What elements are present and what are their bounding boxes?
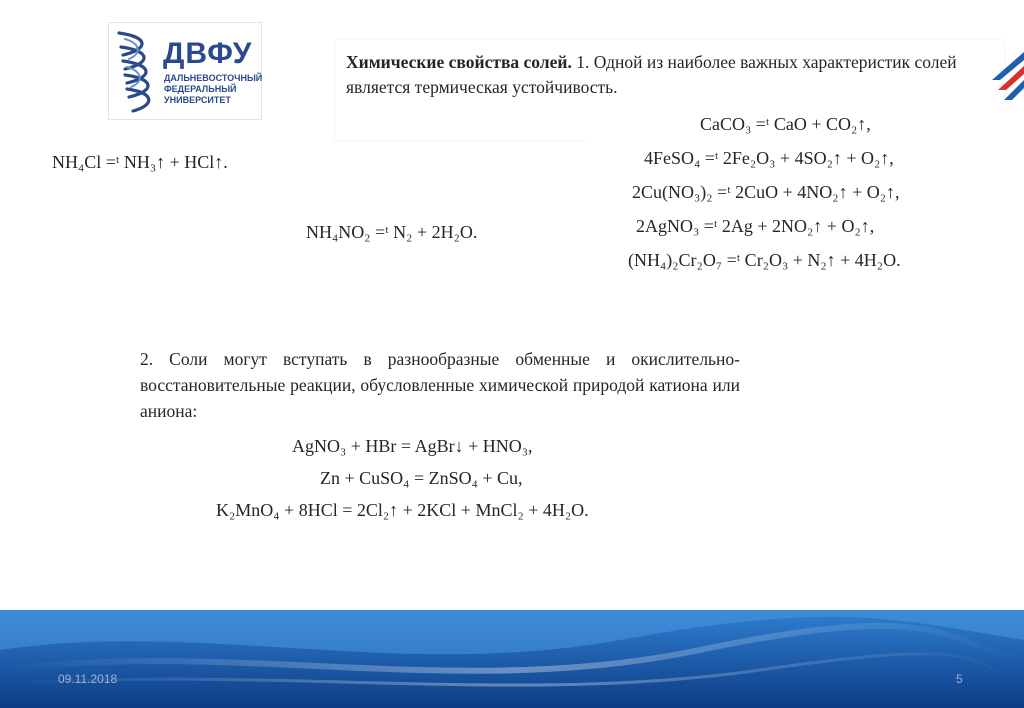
equation-agno3: 2AgNO₃ =ᵗ 2Ag + 2NO₂↑ + O₂↑, [636,216,875,236]
university-logo [108,22,262,120]
equation-agbr: AgNO₃ + HBr = AgBr↓ + HNO₃, [292,436,533,456]
logo-line-1: ДАЛЬНЕВОСТОЧНЫЙ [164,73,263,83]
equation-nh4no2: NH₄NO₂ =ᵗ N₂ + 2H₂O. [306,222,478,242]
logo-line-3: УНИВЕРСИТЕТ [164,95,231,105]
equation-feso4: 4FeSO₄ =ᵗ 2Fe₂O₃ + 4SO₂↑ + O₂↑, [644,148,894,168]
heading-text [346,50,996,100]
equation-zn-cuso4: Zn + CuSO₄ = ZnSO₄ + Cu, [320,468,523,488]
paragraph-reactions: 2. Соли могут вступать в разнообразные обменные и окислительно-восстановительные реакции, обусловленные химической природой катиона или аниона: [140,349,740,421]
footer-page-number: 5 [956,672,963,686]
heading-rest: 1. Одной из наиболее важных характеристик солей является термическая устойчивость. [346,52,957,97]
heading-bold: Химические свойства солей. [346,52,572,72]
equation-dichromate: (NH₄)₂Cr₂O₇ =ᵗ Cr₂O₃ + N₂↑ + 4H₂O. [628,250,901,270]
equation-k2mno4: K₂MnO₄ + 8HCl = 2Cl₂↑ + 2KCl + MnCl₂ + 4H₂O. [216,500,589,520]
footer-date: 09.11.2018 [58,672,118,686]
equation-cu-no3: 2Cu(NO₃)₂ =ᵗ 2CuO + 4NO₂↑ + O₂↑, [632,182,900,202]
corner-stripes-icon [984,40,1024,110]
equation-nh4cl: NH₄Cl =ᵗ NH₃↑ + HCl↑. [52,152,228,172]
thermal-decomposition-equations [588,108,1008,292]
footer-wave-band [0,610,1024,708]
equation-caco3: CaCO₃ =ᵗ CaO + CO₂↑, [700,114,871,134]
logo-abbreviation: ДВФУ [163,37,253,70]
logo-line-2: ФЕДЕРАЛЬНЫЙ [164,84,237,94]
